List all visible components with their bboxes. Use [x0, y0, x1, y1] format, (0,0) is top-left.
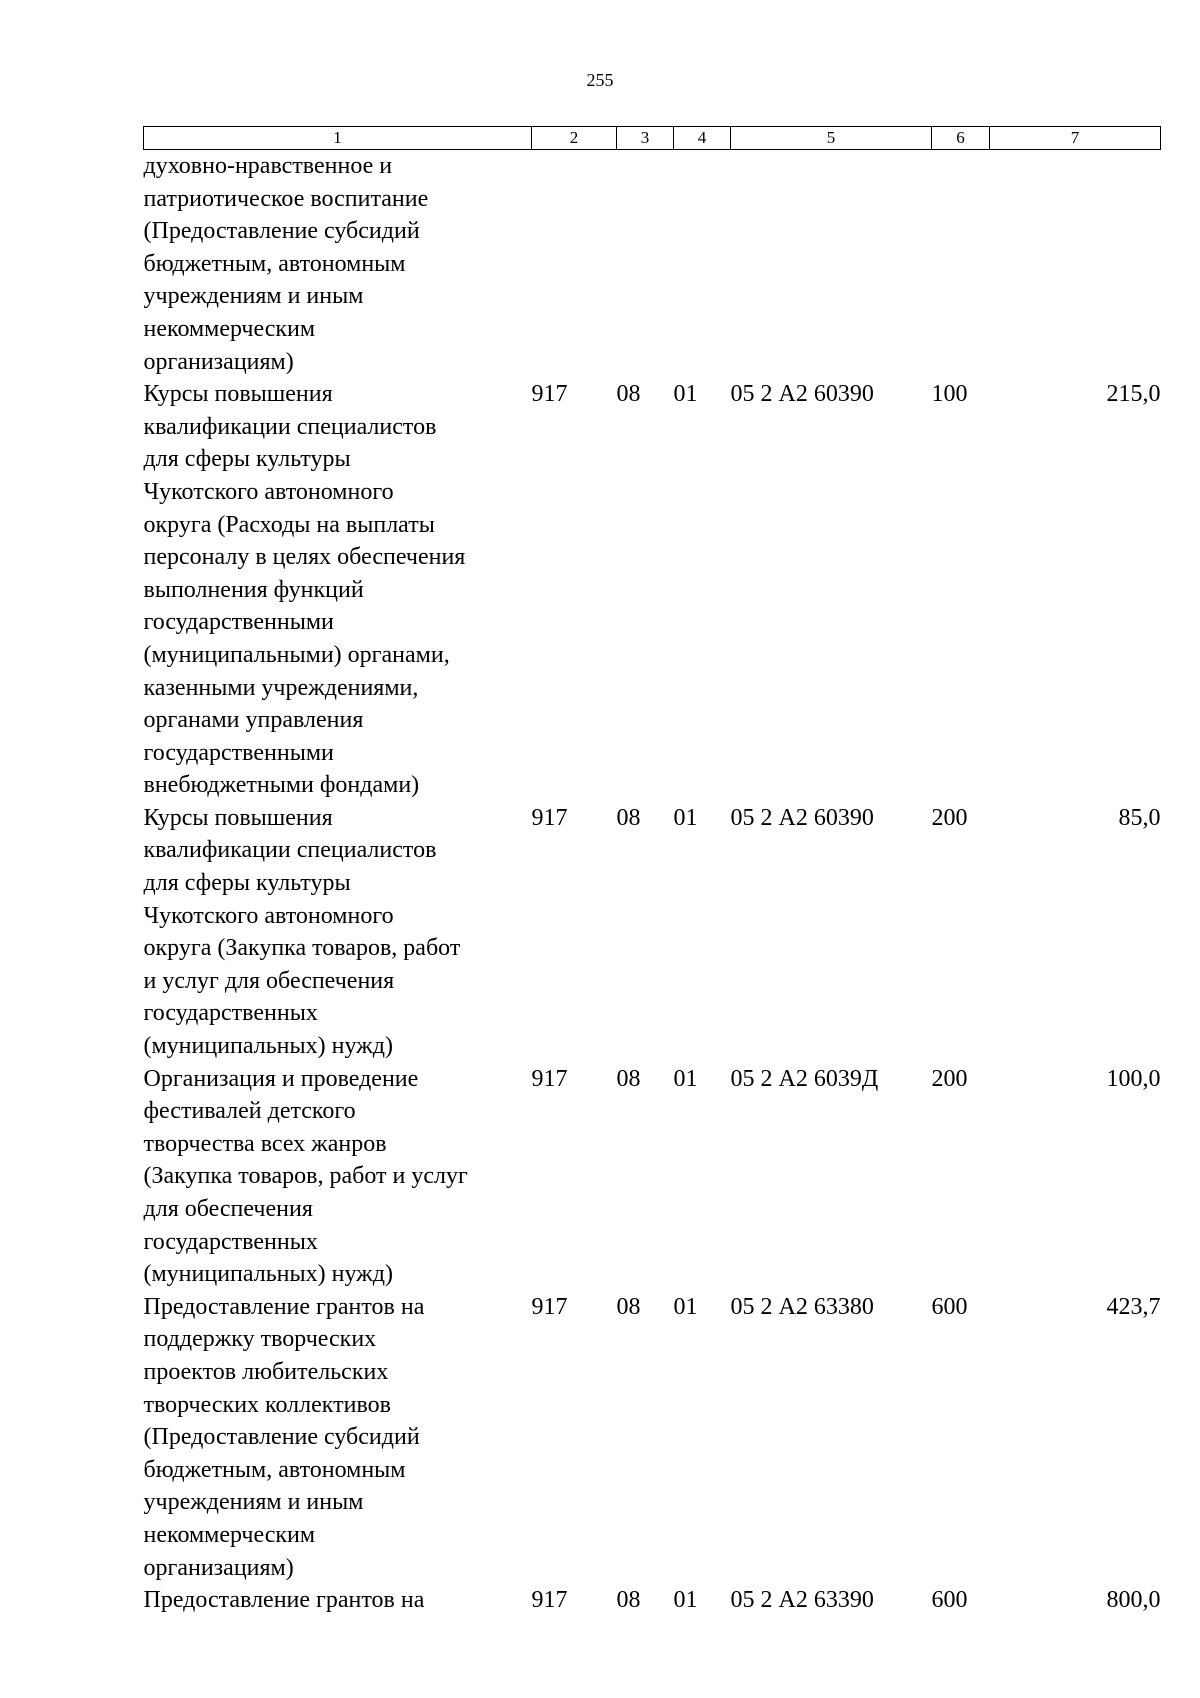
row-name-line: патриотическое воспитание — [143, 185, 429, 212]
header-col-2: 2 — [532, 127, 617, 150]
row-target-article — [731, 150, 932, 379]
row-target-article: 05 2 А2 60390 — [730, 381, 874, 408]
row-subsection-code: 01 — [673, 1065, 698, 1092]
row-name-line: Чукотского автономного — [143, 478, 394, 505]
table-row — [144, 802, 1161, 1063]
header-col-3: 3 — [617, 127, 674, 150]
row-name-line: учреждениям и иным — [143, 283, 364, 310]
row-amount: 423,7 — [1106, 1293, 1161, 1320]
table-row — [144, 378, 1161, 802]
row-name-line: государственными — [143, 609, 334, 636]
row-subsection-code — [674, 150, 731, 379]
row-expense-type — [932, 150, 990, 379]
row-name-line: органами управления — [143, 707, 364, 734]
table-header — [144, 127, 1161, 150]
header-col-5: 5 — [731, 127, 932, 150]
row-name-line: (муниципальными) органами, — [143, 641, 450, 668]
row-target-article: 05 2 А2 60390 — [730, 804, 874, 831]
row-subsection-code: 01 — [673, 381, 698, 408]
row-section-code: 08 — [616, 1065, 641, 1092]
row-name-line: поддержку творческих — [143, 1326, 377, 1353]
row-name-line: квалификации специалистов — [143, 413, 437, 440]
row-subsection-code: 01 — [673, 1293, 698, 1320]
row-grbs-code: 917 — [531, 1293, 568, 1320]
header-col-1: 1 — [144, 127, 532, 150]
row-expense-type: 600 — [931, 1293, 968, 1320]
row-amount: 85,0 — [1118, 804, 1161, 831]
row-subsection-code: 01 — [673, 804, 698, 831]
row-name-line: учреждениям и иным — [143, 1489, 364, 1516]
row-name-line: персоналу в целях обеспечения — [143, 544, 466, 571]
row-name-line: округа (Закупка товаров, работ — [143, 935, 461, 962]
row-name-line: некоммерческим — [143, 1521, 316, 1548]
row-grbs-code: 917 — [531, 1587, 568, 1614]
row-name-line: квалификации специалистов — [143, 837, 437, 864]
row-name-line: Организация и проведение — [143, 1065, 419, 1092]
row-name-line: некоммерческим — [143, 315, 316, 342]
row-name-line: казенными учреждениями, — [143, 674, 419, 701]
row-grbs-code: 917 — [531, 804, 568, 831]
header-col-7: 7 — [990, 127, 1161, 150]
row-name-line: выполнения функций — [143, 576, 364, 603]
row-name-line: (муниципальных) нужд) — [143, 1261, 393, 1288]
row-name-line: духовно-нравственное и — [143, 153, 393, 179]
row-name — [144, 378, 532, 802]
row-section-code: 08 — [616, 1587, 641, 1614]
row-name-line: организациям) — [143, 348, 294, 375]
row-name-line: для сферы культуры — [143, 446, 351, 473]
header-col-6: 6 — [932, 127, 990, 150]
row-name-line: Предоставление грантов на — [143, 1587, 425, 1614]
row-name-line: фестивалей детского — [143, 1098, 356, 1125]
row-name-line: (Предоставление субсидий — [143, 218, 420, 245]
row-name — [144, 1063, 532, 1291]
table-row — [144, 1291, 1161, 1584]
row-grbs-code: 917 — [531, 381, 568, 408]
row-name-line: творчества всех жанров — [143, 1130, 387, 1157]
row-name-line: Чукотского автономного — [143, 902, 394, 929]
row-section-code: 08 — [616, 381, 641, 408]
row-expense-type: 100 — [931, 381, 968, 408]
row-amount: 100,0 — [1106, 1065, 1161, 1092]
row-name — [144, 150, 532, 379]
table-row — [144, 1063, 1161, 1291]
row-name-line: творческих коллективов — [143, 1391, 391, 1418]
row-name-line: государственных — [143, 1228, 318, 1255]
header-row — [144, 127, 1161, 150]
row-name — [144, 1584, 532, 1617]
page-number: 255 — [586, 70, 614, 90]
row-name-line: внебюджетными фондами) — [143, 772, 420, 799]
row-grbs-code: 917 — [531, 1065, 568, 1092]
row-name-line: бюджетным, автономным — [143, 250, 406, 277]
budget-table-container — [143, 126, 1160, 1617]
row-expense-type: 200 — [931, 1065, 968, 1092]
row-expense-type: 200 — [931, 804, 968, 831]
row-target-article: 05 2 А2 63380 — [730, 1293, 874, 1320]
row-name-line: организациям) — [143, 1554, 294, 1581]
table-row — [144, 1584, 1161, 1617]
row-amount: 800,0 — [1106, 1587, 1161, 1614]
row-name-line: государственных — [143, 1000, 318, 1027]
row-target-article: 05 2 А2 6039Д — [730, 1065, 879, 1092]
table-row — [144, 150, 1161, 379]
row-section-code: 08 — [616, 1293, 641, 1320]
header-col-4: 4 — [674, 127, 731, 150]
row-target-article: 05 2 А2 63390 — [730, 1587, 874, 1614]
row-name-line: для сферы культуры — [143, 870, 351, 897]
row-name-line: Предоставление грантов на — [143, 1293, 425, 1320]
row-name-line: и услуг для обеспечения — [143, 967, 395, 994]
row-name — [144, 1291, 532, 1584]
budget-table — [143, 126, 1161, 1617]
row-amount — [990, 150, 1161, 379]
row-name-line: бюджетным, автономным — [143, 1456, 406, 1483]
row-subsection-code: 01 — [673, 1587, 698, 1614]
row-name-line: (муниципальных) нужд) — [143, 1033, 393, 1060]
row-name-line: округа (Расходы на выплаты — [143, 511, 435, 538]
row-section-code — [617, 150, 674, 379]
row-name-line: государственными — [143, 739, 334, 766]
row-amount: 215,0 — [1106, 381, 1161, 408]
row-name-line: Курсы повышения — [143, 381, 333, 408]
row-name-line: проектов любительских — [143, 1358, 389, 1385]
row-name — [144, 802, 532, 1063]
row-expense-type: 600 — [931, 1587, 968, 1614]
row-name-line: Курсы повышения — [143, 804, 333, 831]
row-section-code: 08 — [616, 804, 641, 831]
row-name-line: для обеспечения — [143, 1196, 313, 1222]
row-name-line: (Предоставление субсидий — [143, 1424, 420, 1451]
row-grbs-code — [532, 150, 617, 379]
table-body — [144, 150, 1161, 1617]
row-name-line: (Закупка товаров, работ и услуг — [143, 1163, 468, 1190]
